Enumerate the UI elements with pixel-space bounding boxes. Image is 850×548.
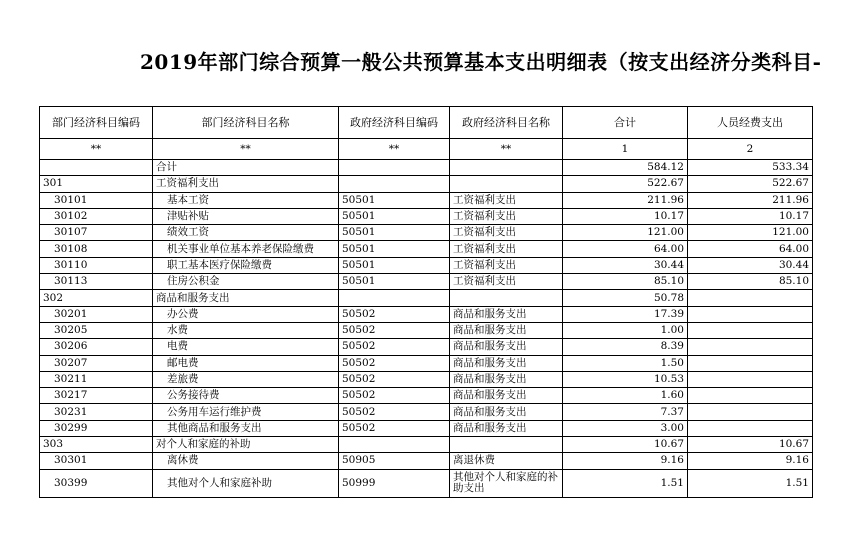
cell-dept-code: 30399 [40, 469, 153, 497]
header-total: 合计 [563, 107, 688, 139]
table-row [40, 257, 813, 273]
cell-dept-code: 30110 [40, 257, 153, 273]
table-row [40, 160, 813, 176]
table-row [40, 290, 813, 306]
cell-dept-code: 30102 [40, 208, 153, 224]
cell-gov-name [450, 160, 563, 176]
cell-gov-code: 50905 [339, 453, 450, 469]
cell-gov-name: 工资福利支出 [450, 274, 563, 290]
cell-dept-code: 30205 [40, 322, 153, 338]
cell-gov-code: 50502 [339, 420, 450, 436]
cell-dept-code: 301 [40, 176, 153, 192]
table-row [40, 420, 813, 436]
cell-total: 211.96 [563, 192, 688, 208]
cell-personnel [688, 290, 813, 306]
cell-dept-name: 办公费 [153, 306, 339, 322]
cell-dept-name: 差旅费 [153, 371, 339, 387]
cell-gov-code [339, 437, 450, 453]
cell-total: 8.39 [563, 339, 688, 355]
cell-gov-name: 商品和服务支出 [450, 404, 563, 420]
cell-total: 9.16 [563, 453, 688, 469]
cell-dept-code: 30201 [40, 306, 153, 322]
cell-gov-name: 商品和服务支出 [450, 339, 563, 355]
cell-total: 50.78 [563, 290, 688, 306]
cell-gov-name: 工资福利支出 [450, 225, 563, 241]
table-row [40, 225, 813, 241]
cell-personnel: 10.17 [688, 208, 813, 224]
cell-gov-code: 50501 [339, 192, 450, 208]
cell-personnel: 85.10 [688, 274, 813, 290]
cell-gov-name: 工资福利支出 [450, 192, 563, 208]
table-row [40, 339, 813, 355]
cell-gov-code: 50502 [339, 388, 450, 404]
cell-personnel: 9.16 [688, 453, 813, 469]
cell-gov-name: 商品和服务支出 [450, 388, 563, 404]
cell-personnel: 64.00 [688, 241, 813, 257]
cell-total: 1.60 [563, 388, 688, 404]
cell-total: 7.37 [563, 404, 688, 420]
subheader-cell: 1 [563, 139, 688, 160]
budget-table [39, 106, 813, 498]
cell-personnel [688, 420, 813, 436]
cell-dept-code [40, 160, 153, 176]
cell-dept-name: 对个人和家庭的补助 [153, 437, 339, 453]
cell-total: 64.00 [563, 241, 688, 257]
cell-gov-code: 50502 [339, 322, 450, 338]
cell-dept-name: 基本工资 [153, 192, 339, 208]
subheader-cell: 2 [688, 139, 813, 160]
cell-dept-name: 机关事业单位基本养老保险缴费 [153, 241, 339, 257]
cell-gov-name: 离退休费 [450, 453, 563, 469]
header-row [40, 107, 813, 139]
cell-gov-name [450, 176, 563, 192]
cell-dept-code: 30211 [40, 371, 153, 387]
header-dept-code: 部门经济科目编码 [40, 107, 153, 139]
header-gov-name: 政府经济科目名称 [450, 107, 563, 139]
cell-total: 584.12 [563, 160, 688, 176]
cell-dept-name: 工资福利支出 [153, 176, 339, 192]
table-row [40, 437, 813, 453]
cell-total: 10.17 [563, 208, 688, 224]
cell-dept-code: 303 [40, 437, 153, 453]
cell-dept-name: 绩效工资 [153, 225, 339, 241]
cell-dept-name: 电费 [153, 339, 339, 355]
cell-dept-code: 30301 [40, 453, 153, 469]
subheader-cell: ** [153, 139, 339, 160]
cell-total: 3.00 [563, 420, 688, 436]
cell-dept-name: 职工基本医疗保险缴费 [153, 257, 339, 273]
cell-gov-code: 50502 [339, 371, 450, 387]
cell-dept-code: 30113 [40, 274, 153, 290]
cell-dept-name: 合计 [153, 160, 339, 176]
table-row [40, 371, 813, 387]
cell-total: 17.39 [563, 306, 688, 322]
header-gov-code: 政府经济科目编码 [339, 107, 450, 139]
cell-total: 10.67 [563, 437, 688, 453]
cell-gov-name: 工资福利支出 [450, 241, 563, 257]
cell-total: 85.10 [563, 274, 688, 290]
cell-dept-code: 30101 [40, 192, 153, 208]
cell-gov-name: 商品和服务支出 [450, 355, 563, 371]
cell-gov-code: 50502 [339, 355, 450, 371]
cell-personnel [688, 404, 813, 420]
cell-personnel [688, 339, 813, 355]
cell-total: 1.00 [563, 322, 688, 338]
cell-dept-name: 商品和服务支出 [153, 290, 339, 306]
table-row [40, 404, 813, 420]
table-row [40, 208, 813, 224]
cell-personnel: 30.44 [688, 257, 813, 273]
cell-gov-code [339, 160, 450, 176]
cell-gov-code: 50502 [339, 339, 450, 355]
cell-dept-name: 公务用车运行维护费 [153, 404, 339, 420]
cell-dept-code: 30206 [40, 339, 153, 355]
cell-gov-name: 工资福利支出 [450, 208, 563, 224]
cell-dept-name: 邮电费 [153, 355, 339, 371]
table-row [40, 469, 813, 497]
cell-personnel [688, 355, 813, 371]
cell-gov-code: 50501 [339, 274, 450, 290]
cell-gov-code: 50502 [339, 404, 450, 420]
cell-dept-name: 离休费 [153, 453, 339, 469]
cell-gov-name: 商品和服务支出 [450, 306, 563, 322]
cell-gov-code: 50502 [339, 306, 450, 322]
table-row [40, 176, 813, 192]
cell-gov-code: 50501 [339, 208, 450, 224]
cell-gov-code: 50999 [339, 469, 450, 497]
header-personnel: 人员经费支出 [688, 107, 813, 139]
cell-dept-code: 30107 [40, 225, 153, 241]
cell-dept-name: 住房公积金 [153, 274, 339, 290]
cell-dept-name: 其他对个人和家庭补助 [153, 469, 339, 497]
cell-dept-code: 30299 [40, 420, 153, 436]
cell-dept-name: 其他商品和服务支出 [153, 420, 339, 436]
cell-total: 121.00 [563, 225, 688, 241]
cell-gov-name [450, 290, 563, 306]
cell-gov-code: 50501 [339, 225, 450, 241]
table-row [40, 306, 813, 322]
header-dept-name: 部门经济科目名称 [153, 107, 339, 139]
cell-dept-code: 30207 [40, 355, 153, 371]
cell-personnel: 10.67 [688, 437, 813, 453]
table-row [40, 192, 813, 208]
cell-total: 30.44 [563, 257, 688, 273]
cell-gov-code: 50501 [339, 257, 450, 273]
cell-total: 10.53 [563, 371, 688, 387]
cell-personnel: 211.96 [688, 192, 813, 208]
cell-gov-name: 商品和服务支出 [450, 420, 563, 436]
cell-gov-name: 商品和服务支出 [450, 371, 563, 387]
table-row [40, 322, 813, 338]
cell-gov-code: 50501 [339, 241, 450, 257]
cell-gov-name: 商品和服务支出 [450, 322, 563, 338]
table-body [40, 160, 813, 498]
cell-dept-code: 30231 [40, 404, 153, 420]
cell-gov-code [339, 290, 450, 306]
cell-gov-name [450, 437, 563, 453]
cell-personnel: 533.34 [688, 160, 813, 176]
cell-dept-code: 302 [40, 290, 153, 306]
page-title: 2019年部门综合预算一般公共预算基本支出明细表（按支出经济分类科目- [140, 50, 822, 74]
subheader-cell: ** [450, 139, 563, 160]
cell-personnel [688, 371, 813, 387]
cell-personnel: 121.00 [688, 225, 813, 241]
cell-dept-code: 30217 [40, 388, 153, 404]
cell-personnel [688, 388, 813, 404]
cell-personnel [688, 306, 813, 322]
subheader-cell: ** [40, 139, 153, 160]
subheader-row [40, 139, 813, 160]
table-row [40, 355, 813, 371]
cell-gov-code [339, 176, 450, 192]
cell-personnel: 522.67 [688, 176, 813, 192]
cell-gov-name: 工资福利支出 [450, 257, 563, 273]
cell-total: 1.50 [563, 355, 688, 371]
table-row [40, 388, 813, 404]
table-row [40, 274, 813, 290]
subheader-cell: ** [339, 139, 450, 160]
cell-total: 522.67 [563, 176, 688, 192]
cell-dept-name: 公务接待费 [153, 388, 339, 404]
cell-dept-code: 30108 [40, 241, 153, 257]
table-row [40, 453, 813, 469]
cell-total: 1.51 [563, 469, 688, 497]
cell-gov-name: 其他对个人和家庭的补助支出 [450, 469, 563, 497]
table-row [40, 241, 813, 257]
cell-dept-name: 水费 [153, 322, 339, 338]
cell-dept-name: 津贴补贴 [153, 208, 339, 224]
cell-personnel: 1.51 [688, 469, 813, 497]
cell-personnel [688, 322, 813, 338]
